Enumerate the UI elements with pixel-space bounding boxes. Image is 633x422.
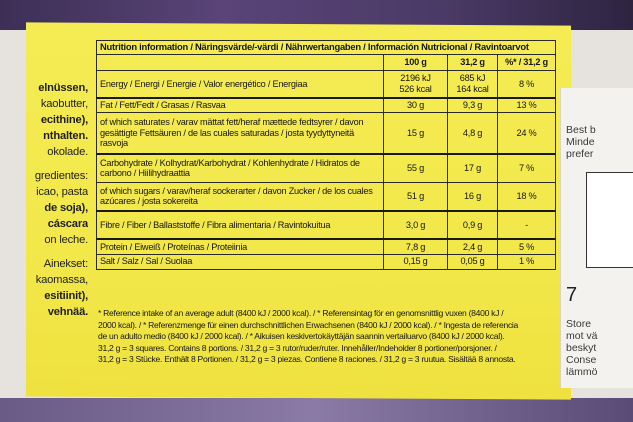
value-reference-intake: 1 % — [498, 254, 556, 269]
ingredient-line: cáscara — [47, 218, 88, 230]
header-100g: 100 g — [384, 54, 448, 70]
footnote-line: 2000 kcal). / * Referenzmenge für einen durchschnittlichen Erwachsenen (8400 kJ / 2000 kcal). / * Ingesta de referencia — [98, 319, 519, 330]
side-text-line: Minde — [566, 136, 595, 148]
side-text-line: Conse — [566, 354, 597, 366]
ingredient-line: vehnää. — [47, 306, 88, 318]
table-row — [97, 254, 556, 269]
value-reference-intake: 13 % — [498, 98, 556, 112]
row-label: of which sugars / varav/heraf sockerarter / davon Zucker / de los cuales azúcares / josta sokereita — [97, 182, 384, 211]
value-portion: 16 g — [448, 182, 498, 211]
ingredient-line: de soja), — [44, 202, 88, 214]
side-number: 7 — [566, 284, 578, 306]
header-reference-intake: %* / 31,2 g — [498, 54, 556, 70]
ingredient-line: ecithine), — [40, 114, 88, 126]
row-label: Energy / Energi / Energie / Valor energético / Energiaa — [97, 70, 384, 98]
value-portion: 9,3 g — [448, 98, 498, 112]
ingredient-line: kaobutter, — [40, 98, 88, 110]
side-text-line: prefer — [566, 148, 594, 160]
value-reference-intake: 24 % — [498, 112, 556, 154]
value-100g: 3,0 g — [384, 211, 448, 239]
table-row — [97, 154, 556, 182]
row-label: Protein / Eiweiß / Proteínas / Proteiinia — [97, 239, 384, 254]
table-row — [97, 70, 556, 98]
row-label: Carbohydrate / Kolhydrat/Karbohydrat / Kohlenhydrate / Hidratos de carbono / Hiilihydraattia — [97, 154, 384, 182]
side-text-line: mot vä — [566, 330, 598, 342]
value-portion: 17 g — [448, 154, 498, 182]
ingredient-line: kaomassa, — [35, 274, 88, 286]
ingredient-line: elnüssen, — [38, 82, 88, 94]
value-100g: 51 g — [384, 182, 448, 211]
value-100g: 7,8 g — [384, 239, 448, 254]
table-row — [97, 211, 556, 239]
ingredient-line: icao, pasta — [36, 186, 88, 198]
footnote-line: 31,2 g = 3 Stücke. Enthält 8 Portionen. / 31,2 g = 3 piezas. Contiene 8 raciones. / 31,2 g = 3 ruutua. Sisältää 8 annosta. — [98, 354, 516, 365]
date-print-box — [586, 172, 633, 268]
ingredient-line: okolade. — [47, 146, 88, 158]
row-label: Fat / Fett/Fedt / Grasas / Rasvaa — [97, 98, 384, 112]
value-100g: 2196 kJ 526 kcal — [384, 70, 448, 98]
ingredient-line: on leche. — [44, 234, 88, 246]
row-label: Salt / Salz / Sal / Suolaa — [97, 254, 384, 269]
side-text-line: beskyt — [566, 342, 597, 354]
packaging-bottom-edge — [0, 398, 633, 422]
footnote-line: * Reference intake of an average adult (8400 kJ / 2000 kcal). / * Referensintag för en genomsnittlig vuxen (8400 kJ / — [98, 308, 504, 318]
row-label: of which saturates / varav mättat fett/heraf mættede fedtsyrer / davon gesättigte Fettsäuren / de las cuales saturadas / josta tyydyttyneitä rasvoja — [97, 112, 384, 154]
value-reference-intake: 7 % — [498, 154, 556, 182]
table-row — [97, 182, 556, 211]
value-portion: 2,4 g — [448, 239, 498, 254]
table-row — [97, 98, 556, 112]
ingredient-line: esitiinit), — [44, 290, 88, 302]
value-reference-intake: 5 % — [498, 239, 556, 254]
side-text-line: Best b — [566, 124, 596, 136]
value-100g: 15 g — [384, 112, 448, 154]
nutrition-title: Nutrition information / Näringsvärde/-värdi / Nährwertangaben / Información Nutricional / Ravintoarvot — [97, 41, 556, 55]
ingredient-line: Ainekset: — [43, 258, 88, 270]
value-reference-intake: 18 % — [498, 182, 556, 211]
nutrition-title-row — [97, 41, 556, 55]
row-label: Fibre / Fiber / Ballaststoffe / Fibra alimentaria / Ravintokuitua — [97, 211, 384, 239]
table-row — [97, 239, 556, 254]
value-100g: 0,15 g — [384, 254, 448, 269]
nutrition-footnote — [98, 308, 558, 366]
value-portion: 4,8 g — [448, 112, 498, 154]
ingredient-line: nthalten. — [43, 130, 88, 142]
footnote-line: de un adulto medio (8400 kJ / 2000 kcal). / * Aikuisen keskivertokäyttäjän saannin vertailuarvo (8400 kJ / 2000 kcal). — [98, 331, 505, 342]
value-reference-intake: 8 % — [498, 70, 556, 98]
value-100g: 30 g — [384, 98, 448, 112]
table-row — [97, 112, 556, 154]
value-portion: 685 kJ 164 kcal — [448, 70, 498, 98]
value-reference-intake: - — [498, 211, 556, 239]
ingredient-line: gredientes: — [34, 170, 88, 182]
value-100g: 55 g — [384, 154, 448, 182]
side-text-line: lämmö — [566, 366, 598, 378]
nutrition-column-header-row — [97, 54, 556, 70]
value-portion: 0,05 g — [448, 254, 498, 269]
nutrition-table — [96, 40, 556, 270]
value-portion: 0,9 g — [448, 211, 498, 239]
header-portion: 31,2 g — [448, 54, 498, 70]
side-text-line: Store — [566, 318, 592, 330]
footnote-line: 31,2 g = 3 squares. Contains 8 portions. / 31,2 g = 3 rutor/ruder/ruter. Innehåller/Indeholder 8 portioner/porsjoner. / — [98, 342, 497, 353]
header-blank-cell — [97, 54, 384, 70]
